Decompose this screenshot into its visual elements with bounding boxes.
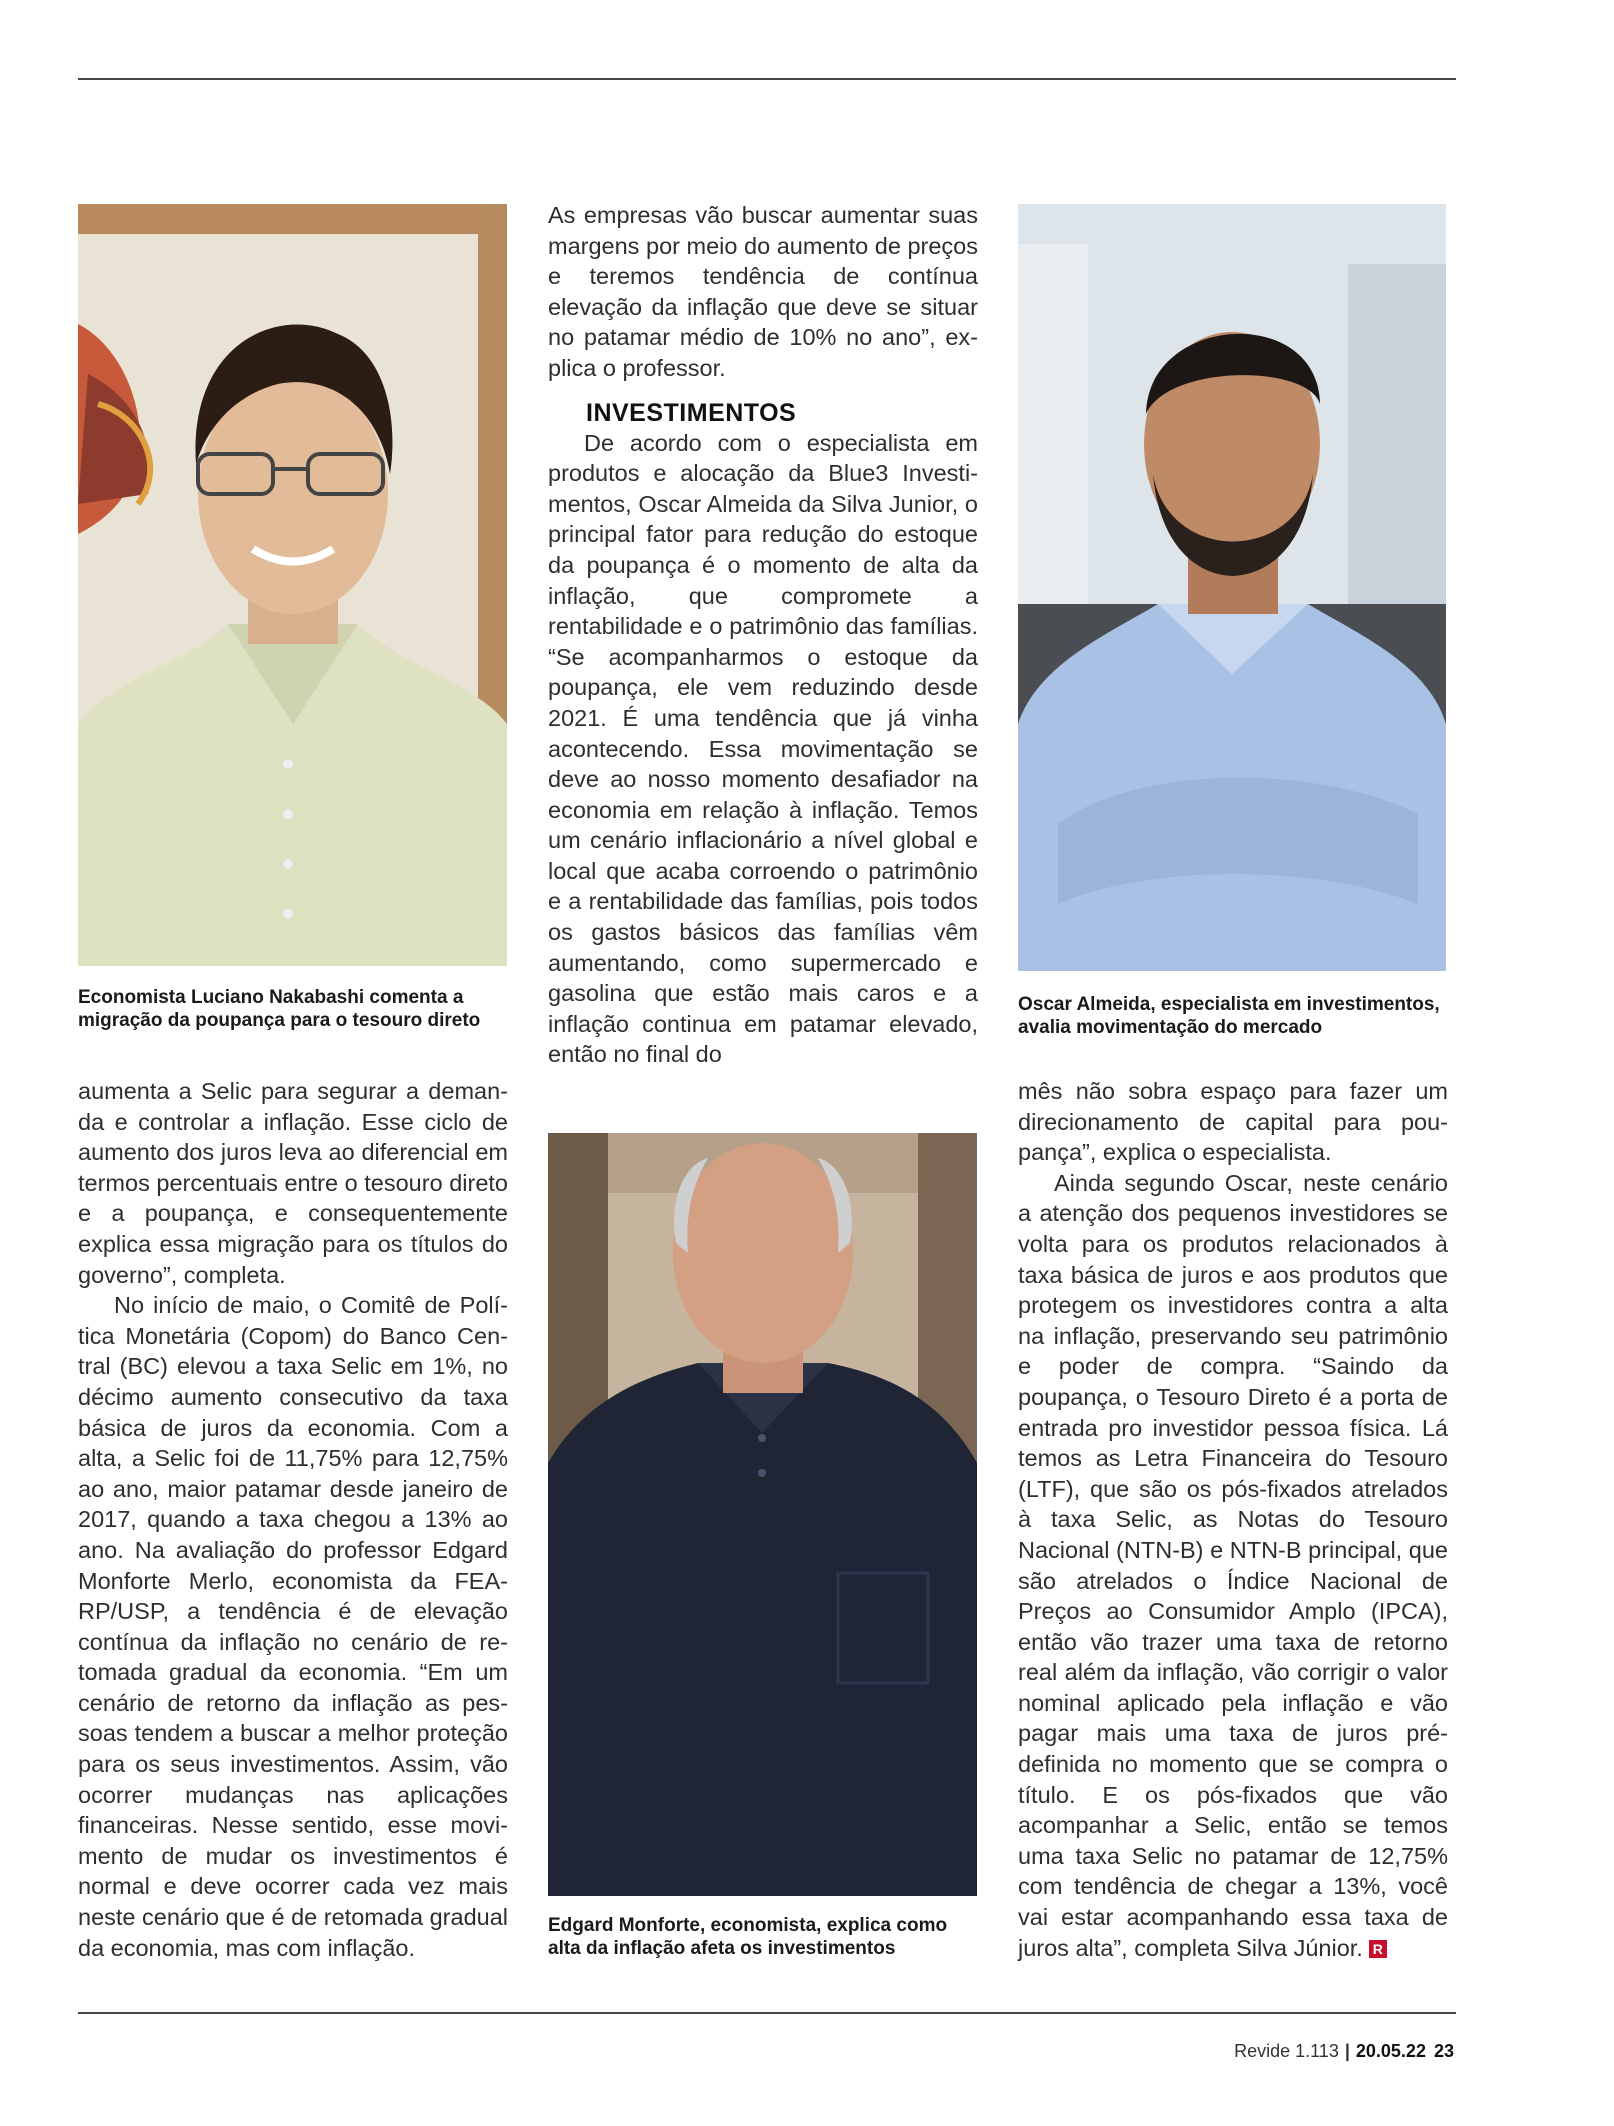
caption-almeida: Oscar Almeida, especialista em investimentos, avalia movimentação do mercado bbox=[1018, 994, 1440, 1038]
footer-separator: | bbox=[1344, 2041, 1350, 2061]
issue-date: 20.05.22 bbox=[1355, 2041, 1426, 2061]
page-number: 23 bbox=[1433, 2041, 1454, 2061]
revide-end-mark-icon: R bbox=[1369, 1940, 1387, 1958]
paragraph-text: Ainda segundo Oscar, neste cenário a atenção dos pequenos investidores se volta para os produtos relacionados à taxa básica de juros e aos produtos que protegem os investidores contra a alta na inflação, preservando seu patrimônio e poder de compra. “Saindo da poupança, o Tesouro Direto é a porta de entrada pro investidor pessoa física. Lá temos as Letra Financeira do Tesouro (LTF), que são os pós-fixados atrelados à taxa Selic, as Notas do Tesouro Nacional (NTN-B) e NTN-B principal, que são atrelados o Índice Nacional de Preços ao Consumidor Amplo (IPCA), então vão trazer uma taxa de retorno real além da inflação, vão corrigir o valor nominal aplicado pela inflação e vão pagar mais uma taxa de juros pré-definida no momento que se compra o título. E os pós-fixados que vão acompanhar a Selic, então se temos uma taxa Selic no patamar de 12,75% com tendência de chegar a 13%, você vai estar acompanhando essa taxa de juros alta”, completa Silva Júnior. bbox=[1018, 1169, 1448, 1961]
article-column-middle-top bbox=[548, 200, 978, 1070]
section-heading: INVESTIMENTOS bbox=[586, 398, 797, 427]
paragraph: mês não sobra espaço para fazer um direcionamento de capital para poupança”, explica o especialista. bbox=[1018, 1078, 1448, 1166]
top-rule bbox=[78, 78, 1456, 80]
bottom-rule bbox=[78, 2012, 1456, 2014]
magazine-issue: Revide 1.113 bbox=[1234, 2041, 1339, 2061]
article-column-left bbox=[78, 1076, 508, 1963]
article-column-right bbox=[1018, 1076, 1448, 1963]
paragraph: aumenta a Selic para segurar a demanda e controlar a inflação. Esse ciclo de aumento dos juros leva ao diferencial em termos percentuais entre o tesouro direto e a poupança, e consequentemente explica essa migração para os títulos do governo”, completa. bbox=[78, 1078, 508, 1288]
paragraph: No início de maio, o Comitê de Política Monetária (Copom) do Banco Central (BC) elevou a taxa Selic em 1%, no décimo aumento consecutivo da taxa básica de juros da economia. Com a alta, a Selic foi de 11,75% para 12,75% ao ano, maior patamar desde janeiro de 2017, quando a taxa chegou a 13% ao ano. Na avaliação do professor Edgard Monforte Merlo, economista da FEA-RP/USP, a tendência é de elevação contínua da inflação no cenário de retomada gradual da economia. “Em um cenário de retorno da inflação as pessoas tendem a buscar a melhor proteção para os seus investimentos. Assim, vão ocorrer mudanças nas aplicações financeiras. Nesse sentido, esse movimento de mudar os investimentos é normal e deve ocorrer cada vez mais neste cenário que é de retomada gradual da economia, mas com inflação. bbox=[78, 1292, 508, 1961]
page-footer bbox=[1234, 2041, 1454, 2062]
caption-monforte: Edgard Monforte, economista, explica como alta da inflação afeta os investimentos bbox=[548, 1915, 948, 1959]
photo-oscar-almeida bbox=[1018, 204, 1446, 971]
paragraph bbox=[1018, 1168, 1448, 1963]
paragraph: As empresas vão buscar aumentar suas margens por meio do aumento de preços e teremos tendência de contínua elevação da inflação que deve se situar no patamar médio de 10% no ano”, explica o professor. bbox=[548, 202, 978, 381]
paragraph: De acordo com o especialista em produtos e alocação da Blue3 Investimentos, Oscar Almeida da Silva Junior, o principal fator para redução do estoque da poupança é o momento de alta da inflação, que compromete a rentabilidade e o patrimônio das famílias. “Se acompanharmos o estoque da poupança, ele vem reduzindo desde 2021. É uma tendência que já vinha acontecendo. Essa movimentação se deve ao nosso momento desafiador na economia em relação à inflação. Temos um cenário inflacionário a nível global e local que acaba corroendo o patrimônio e a rentabilidade das famílias, pois todos os gastos básicos das famílias vêm aumentando, como supermercado e gasolina que estão mais caros e a inflação continua em patamar elevado, então no final do bbox=[548, 429, 978, 1068]
caption-nakabashi: Economista Luciano Nakabashi comenta a migração da poupança para o tesouro direto bbox=[78, 987, 481, 1031]
photo-luciano-nakabashi bbox=[78, 204, 507, 966]
photo-edgard-monforte bbox=[548, 1133, 977, 1896]
